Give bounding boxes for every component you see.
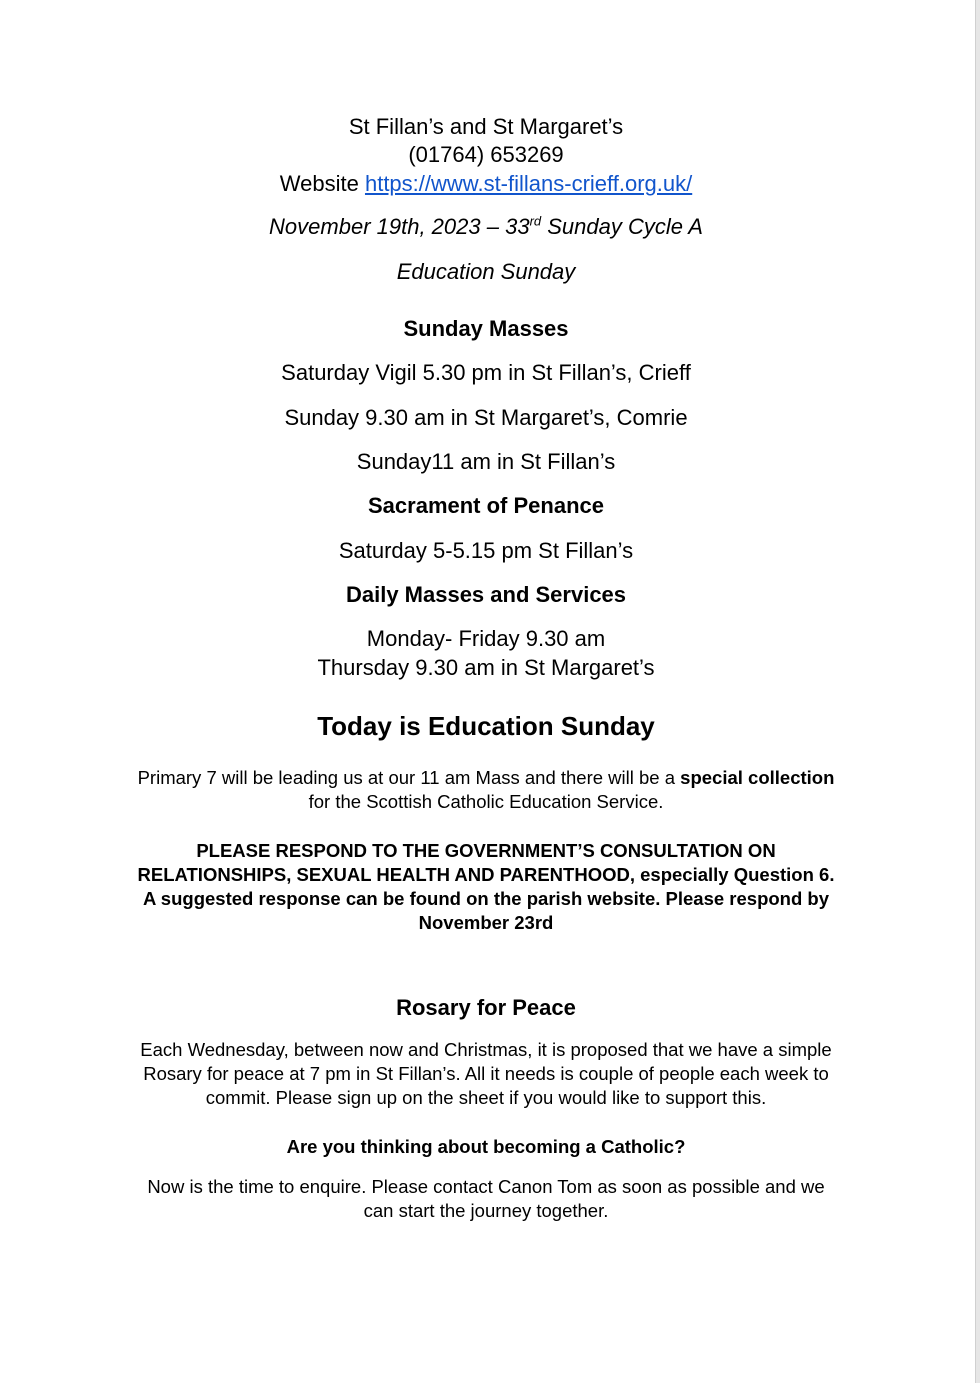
catholic-line: can start the journey together. xyxy=(363,1200,609,1221)
sunday-mass-item: Saturday Vigil 5.30 pm in St Fillan’s, Crieff xyxy=(281,360,691,385)
parish-names: St Fillan’s and St Margaret’s xyxy=(348,114,624,139)
date-suffix: Sunday Cycle A xyxy=(541,214,703,239)
sunday-mass-item: Sunday 9.30 am in St Margaret’s, Comrie xyxy=(284,405,688,430)
daily-heading: Daily Masses and Services xyxy=(345,582,627,607)
page-edge xyxy=(975,0,980,1383)
penance-time: Saturday 5-5.15 pm St Fillan’s xyxy=(338,538,634,563)
catholic-heading: Are you thinking about becoming a Catholic? xyxy=(286,1136,686,1157)
rosary-line: Each Wednesday, between now and Christmas, it is proposed that we have a simple xyxy=(140,1039,832,1060)
sunday-masses-heading: Sunday Masses xyxy=(403,316,569,341)
education-heading: Today is Education Sunday xyxy=(317,711,655,741)
education-text: Primary 7 will be leading us at our 11 am Mass and there will be a xyxy=(137,767,681,788)
consultation-line: PLEASE RESPOND TO THE GOVERNMENT’S CONSULTATION ON xyxy=(196,840,776,861)
website-line xyxy=(0,171,972,197)
catholic-line: Now is the time to enquire. Please contact Canon Tom as soon as possible and we xyxy=(147,1176,825,1197)
special-collection: special collection xyxy=(680,767,835,788)
occasion: Education Sunday xyxy=(396,259,576,284)
date-ordinal: rd xyxy=(529,213,542,229)
consultation-line: RELATIONSHIPS, SEXUAL HEALTH AND PARENTHOOD, especially Question 6. xyxy=(137,864,835,885)
rosary-line: Rosary for peace at 7 pm in St Fillan’s. All it needs is couple of people each week to xyxy=(143,1063,829,1084)
rosary-heading-text: Rosary for Peace xyxy=(396,995,576,1020)
daily-item: Monday- Friday 9.30 am xyxy=(366,626,606,651)
penance-heading: Sacrament of Penance xyxy=(368,493,604,518)
date-line xyxy=(0,214,972,240)
education-line-1 xyxy=(0,767,972,789)
parish-phone: (01764) 653269 xyxy=(408,142,564,167)
daily-item: Thursday 9.30 am in St Margaret’s xyxy=(317,655,655,680)
website-label: Website xyxy=(279,171,359,196)
rosary-line: commit. Please sign up on the sheet if you would like to support this. xyxy=(205,1087,767,1108)
education-line-2: for the Scottish Catholic Education Service. xyxy=(308,791,664,812)
rosary-heading xyxy=(0,995,972,1021)
sunday-mass-item: Sunday11 am in St Fillan’s xyxy=(356,449,616,474)
consultation-line: November 23rd xyxy=(418,912,554,933)
consultation-line: A suggested response can be found on the parish website. Please respond by xyxy=(142,888,830,909)
website-link[interactable]: https://www.st-fillans-crieff.org.uk/ xyxy=(364,171,693,196)
date-prefix: November 19th, 2023 – 33 xyxy=(269,214,530,239)
